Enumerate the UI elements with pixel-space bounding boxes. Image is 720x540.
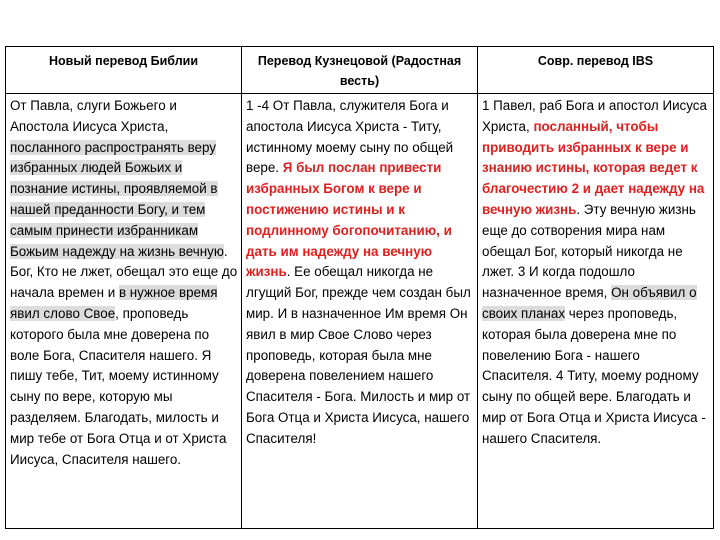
- text-segment: От Павла, слуги Божьего и Апостола Иисуса Христа,: [10, 98, 177, 134]
- table-header-row: [6, 47, 714, 94]
- emphasized-text: посланный, чтобы приводить избранных к вере и знанию истины, которая ведет к благочестию 2 и дает надежду на вечную жизнь: [482, 118, 705, 217]
- header-new-translation: Новый перевод Библии: [6, 47, 242, 94]
- cell-ibs-translation: [478, 94, 714, 529]
- highlighted-text: в нужное время явил слово Свое: [10, 285, 218, 321]
- highlighted-text: Он объявил о своих планах: [482, 285, 697, 321]
- text-segment: . Бог, Кто не лжет, обещал это еще до начала времен и: [10, 243, 238, 301]
- text-segment: 1 -4 От Павла, служителя Бога и апостола Иисуса Христа - Титу, истинному моему сыну по общей вере.: [246, 98, 454, 176]
- text-segment: . Ее обещал никогда не лгущий Бог, прежде чем создан был мир. И в назначенное Им время Он явил в мир Свое Слово через проповедь, которая была мне доверена повелением нашего Спасителя - Бога. Милость и мир от Бога Отца и Христа Иисуса, нашего Спасителя!: [246, 264, 471, 446]
- emphasized-text: Я был послан привести избранных Богом к вере и постижению истины и к подлинному богопочитанию, и дать им надежду на вечную жизнь: [246, 160, 452, 280]
- header-kuznetsova-translation: Перевод Кузнецовой (Радостная весть): [242, 47, 478, 94]
- text-segment: . Эту вечную жизнь еще до сотворения мира нам обещал Бог, который никогда не лжет. 3 И когда подошло назначенное время,: [482, 201, 696, 301]
- text-segment: , проповедь которого была мне доверена по воле Бога, Спасителя нашего. Я пишу тебе, Тит, моему истинному сыну по вере, которую мы разделяем. Благодать, милость и мир тебе от Бога Отца и от Христа Иисуса, Спасителя нашего.: [10, 305, 227, 467]
- text-segment: 1 Павел, раб Бога и апостол Иисуса Христа,: [482, 98, 707, 134]
- cell-new-translation: [6, 94, 242, 529]
- table-row: [6, 94, 714, 529]
- header-ibs-translation: Совр. перевод IBS: [478, 47, 714, 94]
- translation-comparison-table: [5, 46, 714, 529]
- highlighted-text: посланного распространять веру избранных людей Божьих и познание истины, проявляемой в нашей преданности Богу, и тем самым принести избранникам Божьим надежду на жизнь вечную: [10, 139, 224, 259]
- cell-kuznetsova-translation: [242, 94, 478, 529]
- text-segment: через проповедь, которая была доверена мне по повелению Бога - нашего Спасителя. 4 Титу, моему родному сыну по общей вере. Благодать и мир от Бога Отца и Христа Иисуса - нашего Спасителя.: [482, 305, 706, 446]
